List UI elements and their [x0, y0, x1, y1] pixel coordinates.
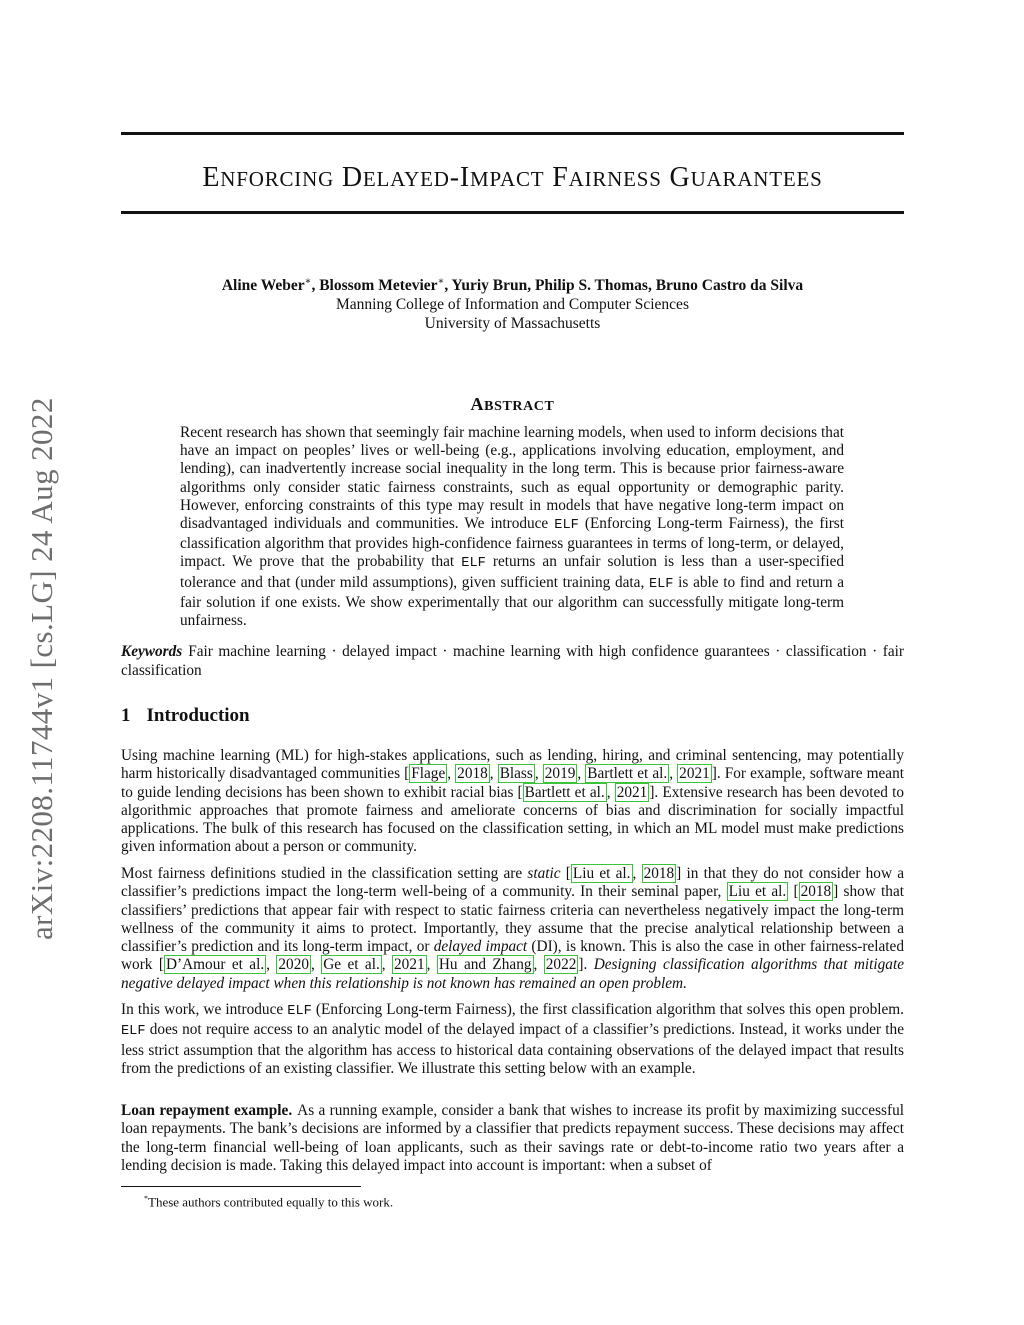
paragraph-3: In this work, we introduce ELF (Enforcing Long-term Fairness), the first classification algorithm that solves this open problem. ELF does not require access to an analytic model of the delayed impact of a classifier’s predictions. Instead, it works under the less strict assumption that the algorithm has access to historical data containing observations of the delayed impact that results from the predictions of an existing classifier. We illustrate this setting below with an example. — [121, 1001, 905, 1077]
citation-link[interactable]: Ge et al. , 2021 — [323, 956, 425, 974]
citation-link[interactable]: Bartlett et al. , 2021 — [587, 765, 710, 783]
citation-link[interactable]: Flage , 2018 — [411, 765, 488, 783]
citation-link[interactable]: Blass , 2019 — [499, 765, 576, 783]
citation-link[interactable]: Bartlett et al. , 2021 — [524, 783, 648, 801]
section-heading-introduction: 1 Introduction — [121, 705, 250, 726]
paper-title: ENFORCING DELAYED-IMPACT FAIRNESS GUARANTEES — [202, 162, 823, 193]
title-rule-bottom — [121, 211, 904, 214]
arxiv-identifier: arXiv:2208.11744v1 [cs.LG] 24 Aug 2022 — [24, 397, 59, 940]
author-block — [121, 272, 904, 333]
keywords: Keywords Fair machine learning · delayed impact · machine learning with high confidence guarantees · classification · fair classification — [121, 643, 904, 679]
author-names: Aline Weber∗, Blossom Metevier∗, Yuriy Brun, Philip S. Thomas, Bruno Castro da Silva — [221, 276, 804, 295]
footnote-rule — [121, 1186, 361, 1187]
citation-link[interactable]: Hu and Zhang , 2022 — [438, 956, 577, 974]
abstract-heading: ABSTRACT — [470, 394, 555, 414]
title-rule-top — [121, 132, 904, 135]
affiliation-line-2: University of Massachusetts — [424, 315, 601, 333]
paragraph-4: Loan repayment example. As a running example, consider a bank that wishes to increase its profit by maximizing successful loan repayments. The bank’s decisions are informed by a classifier that predicts repayment success. These decisions may affect the long-term financial well-being of loan applicants, such as their savings rate or debt-to-income ratio two years after a lending decision is made. Taking this delayed impact into account is important: when a subset of — [121, 1102, 904, 1174]
abstract-text: Recent research has shown that seemingly fair machine learning models, when used to inform decisions that have an impact on peoples’ lives or well-being (e.g., applications involving education, employment, and lending), can inadvertently increase social inequality in the long term. This is because prior fairness-aware algorithms only consider static fairness constraints, such as equal opportunity or demographic parity. However, enforcing constraints of this type may result in models that have negative long-term impact on disadvantaged individuals and communities. We introduce ELF (Enforcing Long-term Fairness), the first classification algorithm that provides high-confidence fairness guarantees in terms of long-term, or delayed, impact. We prove that the probability that ELF returns an unfair solution is less than a user-specified tolerance and that (under mild assumptions), given sufficient training data, ELF is able to find and return a fair solution if one exists. We show experimentally that our algorithm can successfully mitigate long-term unfairness. — [180, 424, 845, 630]
paragraph-2: Most fairness definitions studied in the classification setting are static [ Liu et al. , 2018 ] in that they do not consider how a classifier’s predictions impact the long-term well-being of a community. In their seminal paper, Liu et al. [ 2018 ] show that classifiers’ predictions that appear fair with respect to static fairness criteria can nevertheless negatively impact the long-term wellness of the community it aims to protect. Importantly, they assume that the precise analytical relationship between a classifier’s prediction and its long-term impact, or delayed impact (DI), is known. This is also the case in other fairness-related work [ D’Amour et al. , 2020 , Ge et al. , 2021 , Hu and Zhang , 2022 ]. Designing classification algorithms that mitigate negative delayed impact when this relationship is not known has remained an open problem. — [121, 865, 905, 992]
footnote: *These authors contributed equally to this work. — [144, 1194, 394, 1210]
citation-link[interactable]: Liu et al. [ 2018 ] — [728, 883, 839, 901]
citation-link[interactable]: D’Amour et al. , 2020 — [165, 956, 309, 974]
affiliation-line-1: Manning College of Information and Computer Sciences — [336, 296, 689, 314]
citation-link[interactable]: Liu et al. , 2018 — [572, 865, 675, 882]
paragraph-1: Using machine learning (ML) for high-stakes applications, such as lending, hiring, and criminal sentencing, may potentially harm historically disadvantaged communities [ Flage , 2018 , Blass , 2019 , Bartlett et al. , 2021 ]. For example, software meant to guide lending decisions has been shown to exhibit racial bias [ Bartlett et al. , 2021 ]. Extensive research has been devoted to algorithmic approaches that promote fairness and ameliorate concerns of bias and discrimination for socially impactful applications. The bulk of this research has focused on the classification setting, in which an ML model must make predictions given information about a person or community. — [121, 747, 904, 856]
